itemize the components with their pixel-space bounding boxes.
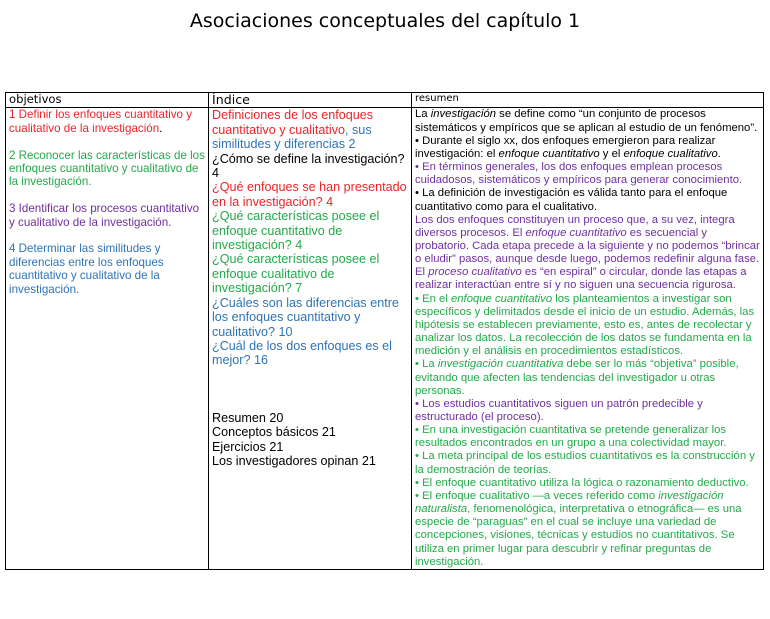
text-run: • En términos generales, los dos enfoques emplean procesos cuidadosos, sistemáticos y empíricos para generar conocimiento. <box>415 161 743 187</box>
text-run: investigación cuantitativa <box>437 358 564 371</box>
concept-table <box>5 92 764 570</box>
resumen-paragraph <box>415 450 760 476</box>
text-run: enfoque cualitativo <box>623 147 718 160</box>
text-run: proceso cualitativo <box>428 266 522 279</box>
text-run: Resumen 20 <box>212 410 284 425</box>
header-resumen: resumen <box>412 93 764 108</box>
resumen-paragraph <box>415 108 760 134</box>
text-run: Los dos enfoques constituyen un proceso que, a su vez, integra diversos procesos. El <box>415 213 735 239</box>
objetivo-item <box>9 108 205 135</box>
text-run: Ejercicios 21 <box>212 439 284 454</box>
indice-extra-item <box>212 425 408 439</box>
text-run: Conceptos básicos 21 <box>212 425 336 440</box>
text-run: 3 Identificar los procesos cuantitativo y cualitativo de la investigación. <box>9 202 200 229</box>
text-run: investigación naturalista <box>415 489 724 516</box>
resumen-cell <box>412 108 764 569</box>
text-run: ¿Cuáles son las diferencias entre los enfoques cuantitativo y cualitativo? 10 <box>212 295 399 339</box>
header-objetivos: objetivos <box>6 93 209 108</box>
text-run: ¿Qué características posee el enfoque cualitativo de investigación? 7 <box>212 252 380 296</box>
resumen-paragraph <box>415 424 760 450</box>
text-run: se define como “un conjunto de procesos sistemáticos y empíricos que se aplican al estudio de un fenómeno”. <box>415 108 758 134</box>
indice-item <box>212 152 408 181</box>
text-run: enfoque cuantitativo <box>525 226 627 239</box>
text-run: • La definición de investigación es válida tanto para el enfoque cuantitativo como para el cualitativo. <box>415 187 728 213</box>
content-row <box>6 108 764 569</box>
text-run: , fenomenológica, interpretativa o etnográfica— es una especie de “paraguas” en el cual se incluye una variedad de concepciones, visiones, técnicas y estudios no cuantitativos. Se utiliza en primer lugar para descubrir y refinar preguntas de investigación. <box>415 503 742 568</box>
text-run: Los investigadores opinan 21 <box>212 453 376 468</box>
text-run: . <box>717 147 721 160</box>
header-row <box>6 93 764 108</box>
indice-extra-item <box>212 411 408 425</box>
text-run: , sus similitudes y diferencias 2 <box>212 122 372 152</box>
indice-item <box>212 252 408 295</box>
text-run: • El enfoque cualitativo —a veces referido como <box>415 489 659 502</box>
text-run: es “en espiral” o circular, donde las etapas a realizar interactúan entre sí y no siguen una secuencia rigurosa. <box>415 266 747 292</box>
text-run: ¿Qué características posee el enfoque cuantitativo de investigación? 4 <box>212 209 380 253</box>
page-title: Asociaciones conceptuales del capítulo 1 <box>189 10 581 32</box>
objetivo-item <box>9 242 205 296</box>
objetivos-cell <box>6 108 209 569</box>
resumen-paragraph <box>415 398 760 424</box>
text-run: y el <box>599 147 624 160</box>
text-run: ¿Cómo se define la investigación? 4 <box>212 151 405 181</box>
indice-extra-item <box>212 440 408 454</box>
text-run: los planteamientos a investigar son específicos y delimitados desde el inicio de un estudio. Además, las hipótesis se establecen previamente, esto es, antes de recolectar y analizar los datos. La recolección de los datos se fundamenta en la medición y el análisis en procedimientos estadísticos. <box>415 292 755 358</box>
text-run: • Durante el siglo xx, dos enfoques emergieron para realizar investigación: el <box>415 134 716 160</box>
indice-cell <box>209 108 412 569</box>
text-run: • El enfoque cuantitativo utiliza la lógica o razonamiento deductivo. <box>415 476 749 489</box>
header-indice: Índice <box>209 93 412 108</box>
resumen-paragraph <box>415 135 760 161</box>
resumen-paragraph <box>415 490 760 569</box>
indice-item <box>212 108 408 151</box>
resumen-paragraph <box>415 214 760 293</box>
text-run: . <box>159 121 163 135</box>
indice-item <box>212 339 408 368</box>
indice-extra-item <box>212 454 408 468</box>
text-run: 2 Reconocer las características de los enfoques cuantitativo y cualitativo de la investigación. <box>9 148 205 189</box>
resumen-paragraph <box>415 187 760 213</box>
text-run: ¿Qué enfoques se han presentado en la investigación? 4 <box>212 180 407 209</box>
text-run: • En una investigación cuantitativa se pretende generalizar los resultados encontrados en un grupo a una colectividad mayor. <box>415 424 727 450</box>
text-run: • Los estudios cuantitativos siguen un patrón predecible y estructurado (el proceso). <box>415 397 703 423</box>
text-run: enfoque cuantitativo <box>450 292 553 305</box>
text-run: debe ser lo más “objetiva” posible, evitando que afecten las tendencias del investigador u otras personas. <box>415 358 739 397</box>
resumen-paragraph <box>415 161 760 187</box>
text-run: enfoque cuantitativo <box>498 147 600 160</box>
text-run: • La <box>415 358 438 371</box>
text-run: • En el <box>415 292 451 305</box>
text-run: Definiciones de los enfoques cuantitativo y cualitativo <box>212 108 374 137</box>
indice-item <box>212 296 408 339</box>
text-run: 4 Determinar las similitudes y diferencias entre los enfoques cuantitativo y cualitativo de la investigación. <box>9 242 164 296</box>
text-run: ¿Cuál de los dos enfoques es el mejor? 16 <box>212 338 392 368</box>
text-run: 1 Definir los enfoques cuantitativo y cualitativo de la investigación <box>9 108 193 135</box>
resumen-paragraph <box>415 358 760 397</box>
resumen-paragraph <box>415 477 760 490</box>
text-run: investigación <box>430 108 497 121</box>
indice-item <box>212 209 408 252</box>
text-run: es secuencial y probatorio. Cada etapa precede a la siguiente y no podemos “brincar o eludir” pasos, aunque desde luego, podemos redefinir alguna fase. El <box>415 226 760 279</box>
resumen-paragraph <box>415 293 760 359</box>
objetivo-item <box>9 202 205 229</box>
indice-item <box>212 180 408 209</box>
text-run: • La meta principal de los estudios cuantitativos es la construcción y la demostración de teorías. <box>415 450 755 476</box>
objetivo-item <box>9 149 205 189</box>
text-run: La <box>415 108 431 121</box>
